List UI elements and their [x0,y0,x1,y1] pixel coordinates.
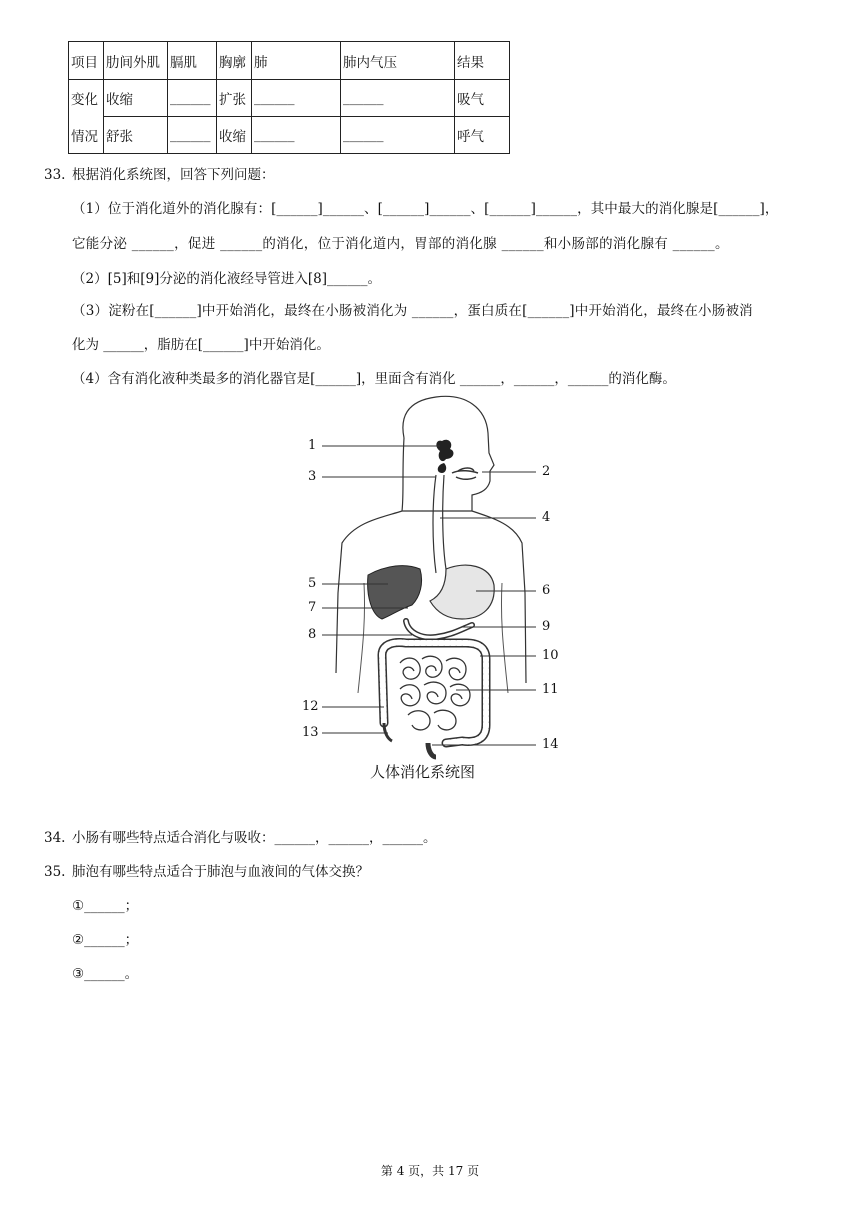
table-cell: ______ [341,80,455,117]
diagram-label-9: 9 [542,619,551,634]
diagram-label-4: 4 [542,510,551,525]
diagram-label-1: 1 [308,438,317,453]
diagram-label-7: 7 [308,600,317,615]
table-header-cell: 肺内气压 [341,42,455,80]
table-cell: 收缩 [217,117,252,154]
digestive-system-figure [296,393,576,791]
table-header-cell: 膈肌 [168,42,217,80]
table-header-row [69,42,510,80]
diagram-label-6: 6 [542,583,551,598]
diagram-label-10: 10 [542,648,559,663]
question-34 [44,826,437,846]
table-header-cell: 项目 [69,42,104,80]
row-label-bottom: 情况 [69,117,104,154]
question-stem: 根据消化系统图，回答下列问题： [72,167,275,183]
question-number: 34. [44,830,66,846]
question-number: 35. [44,864,66,880]
table-header-cell: 结果 [455,42,510,80]
row-label-top: 变化 [69,80,104,117]
q33-part2: （2）[5]和[9]分泌的消化液经导管进入[8]______。 [72,271,381,287]
diagram-label-11: 11 [542,682,559,697]
table-header-cell: 胸廓 [217,42,252,80]
q33-part3-line1: （3）淀粉在[______]中开始消化，最终在小肠被消化为 ______，蛋白质在[______]中开始消化，最终在小肠被消 [72,303,753,319]
table-header-cell: 肺 [252,42,341,80]
digestive-system-diagram [296,393,576,795]
table-row [69,80,510,117]
table-row [69,117,510,154]
q33-part1-line2: 它能分泌 ______，促进 ______的消化，位于消化道内，胃部的消化腺 ______和小肠部的消化腺有 ______。 [72,236,729,252]
table-cell: ______ [341,117,455,154]
respiration-table [68,41,510,154]
diagram-label-2: 2 [542,464,551,479]
page-footer: 第 4 页，共 17 页 [380,1164,480,1178]
question-text: 小肠有哪些特点适合消化与吸收：______，______，______。 [72,830,437,846]
question-35 [44,860,369,880]
diagram-label-13: 13 [302,725,319,740]
table-cell: ______ [252,80,341,117]
table-cell: ______ [252,117,341,154]
table-cell: 扩张 [217,80,252,117]
diagram-label-3: 3 [308,469,317,484]
q33-part1-line1: （1）位于消化道外的消化腺有：[______]______、[______]______、[______]______，其中最大的消化腺是[______]， [72,201,779,217]
table-cell: 呼气 [455,117,510,154]
table-header-cell: 肋间外肌 [104,42,168,80]
question-text: 肺泡有哪些特点适合于肺泡与血液间的气体交换？ [72,864,369,880]
table-cell: 舒张 [104,117,168,154]
diagram-label-12: 12 [302,699,319,714]
table-cell: 吸气 [455,80,510,117]
table-cell: ______ [168,117,217,154]
answer-item-2: ②______； [72,932,139,948]
diagram-label-5: 5 [308,576,317,591]
diagram-label-14: 14 [542,737,559,752]
question-33 [44,163,275,183]
table-cell: ______ [168,80,217,117]
question-number: 33. [44,167,66,183]
diagram-caption: 人体消化系统图 [370,763,476,781]
q33-part4: （4）含有消化液种类最多的消化器官是[______]，里面含有消化 ______，______，______的消化酶。 [72,371,676,387]
q33-part3-line2: 化为 ______，脂肪在[______]中开始消化。 [72,337,330,353]
diagram-label-8: 8 [308,627,317,642]
answer-item-1: ①______； [72,898,139,914]
table-cell: 收缩 [104,80,168,117]
answer-item-3: ③______。 [72,966,139,982]
